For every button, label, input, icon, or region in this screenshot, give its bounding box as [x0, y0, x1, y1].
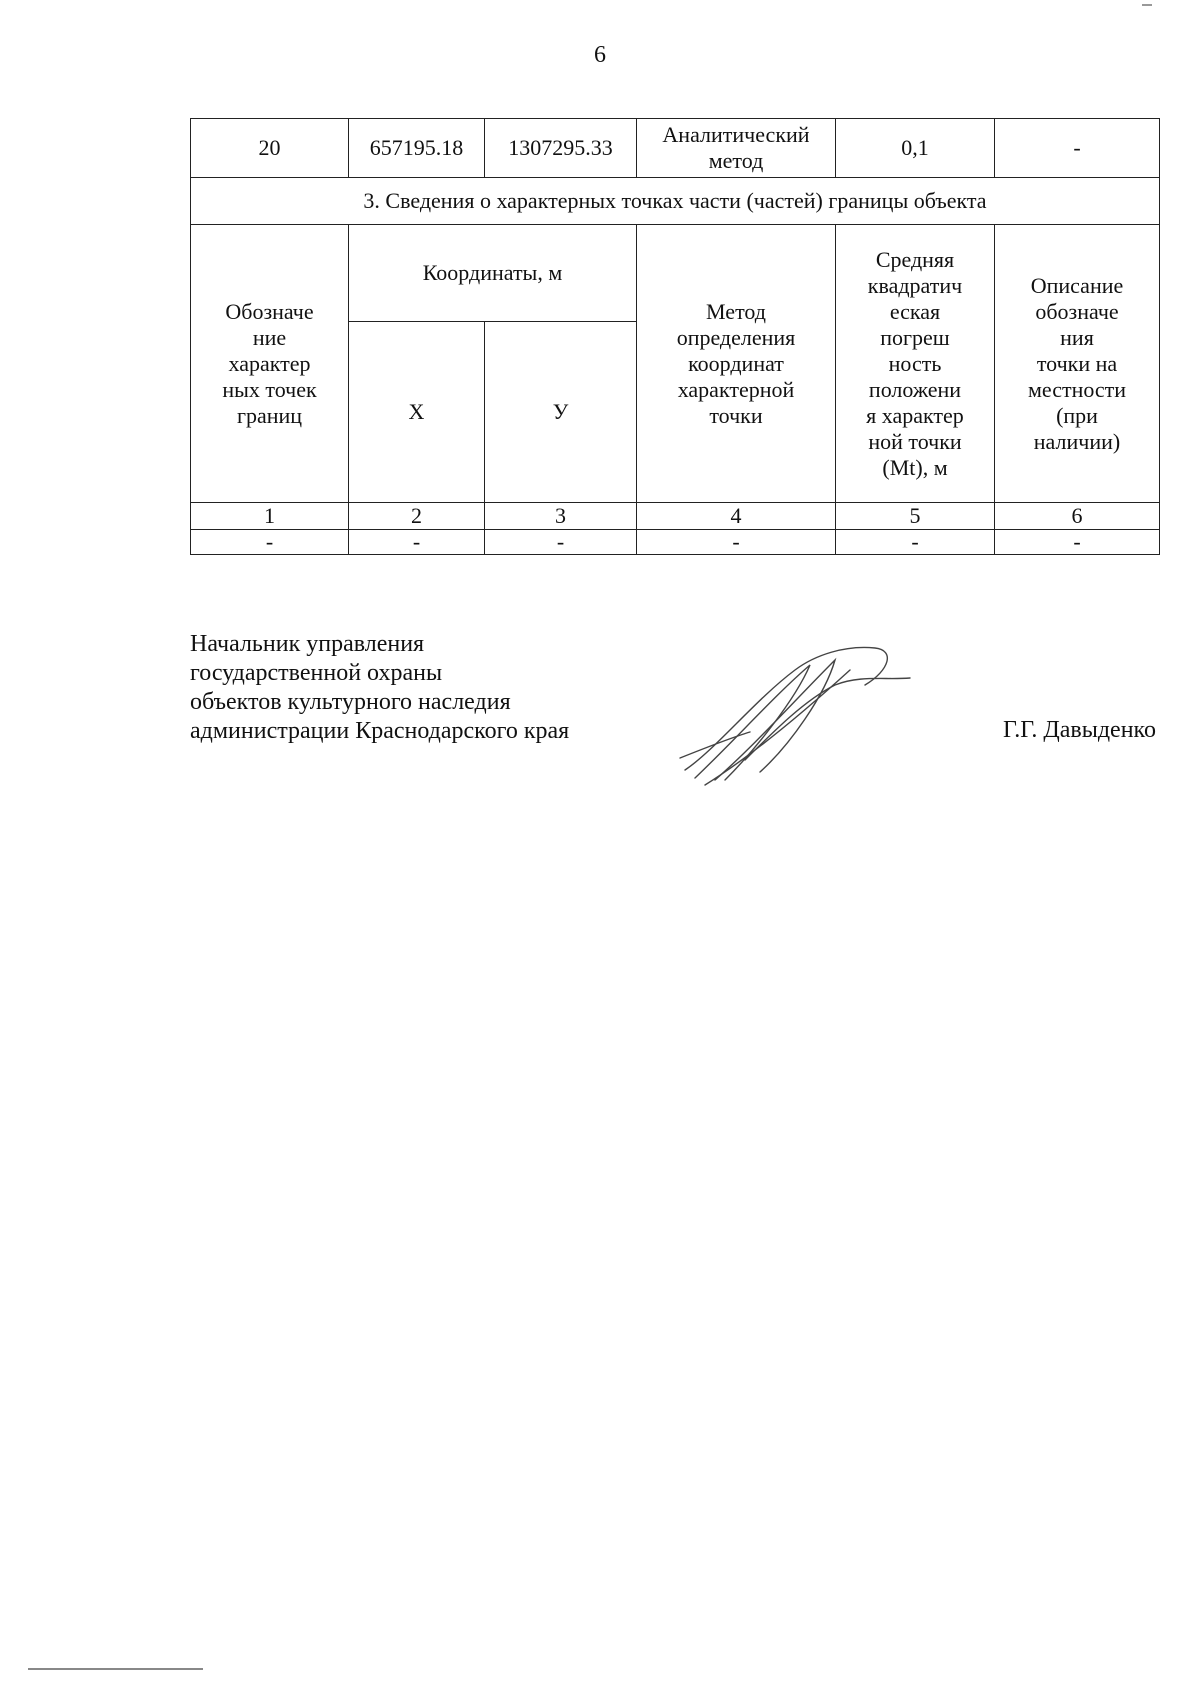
- accuracy-cell: 0,1: [836, 119, 995, 178]
- corner-mark: [1142, 4, 1152, 6]
- empty-cell: -: [995, 530, 1160, 555]
- empty-cell: -: [349, 530, 485, 555]
- table-row: [191, 530, 1160, 555]
- empty-cell: -: [836, 530, 995, 555]
- method-cell: Аналитический метод: [637, 119, 836, 178]
- table-row: [191, 119, 1160, 178]
- header-row: [191, 225, 1160, 322]
- page-number: 6: [594, 42, 606, 68]
- point-id-cell: 20: [191, 119, 349, 178]
- header-accuracy: Средняя квадратич еская погреш ность положени я характер ной точки (Mt), м: [836, 225, 995, 503]
- handwritten-signature: [675, 640, 915, 790]
- empty-cell: -: [637, 530, 836, 555]
- footer-line: [28, 1668, 203, 1670]
- empty-cell: -: [485, 530, 637, 555]
- boundary-points-table: [190, 118, 1160, 555]
- column-number: 4: [637, 503, 836, 530]
- column-number: 2: [349, 503, 485, 530]
- header-point-designation: Обозначе ние характер ных точек границ: [191, 225, 349, 503]
- header-method: Метод определения координат характерной точки: [637, 225, 836, 503]
- column-number: 6: [995, 503, 1160, 530]
- description-cell: -: [995, 119, 1160, 178]
- section-title: 3. Сведения о характерных точках части (частей) границы объекта: [191, 178, 1160, 225]
- column-numbers-row: [191, 503, 1160, 530]
- section-title-row: [191, 178, 1160, 225]
- column-number: 5: [836, 503, 995, 530]
- column-number: 1: [191, 503, 349, 530]
- x-coordinate-cell: 657195.18: [349, 119, 485, 178]
- header-description: Описание обозначе ния точки на местности (при наличии): [995, 225, 1160, 503]
- y-coordinate-cell: 1307295.33: [485, 119, 637, 178]
- signatory-name: Г.Г. Давыденко: [1003, 717, 1156, 743]
- empty-cell: -: [191, 530, 349, 555]
- header-coordinates: Координаты, м: [349, 225, 637, 322]
- signatory-position: Начальник управления государственной охраны объектов культурного наследия администрации Краснодарского края: [190, 631, 570, 744]
- header-y: У: [485, 322, 637, 503]
- header-x: Х: [349, 322, 485, 503]
- column-number: 3: [485, 503, 637, 530]
